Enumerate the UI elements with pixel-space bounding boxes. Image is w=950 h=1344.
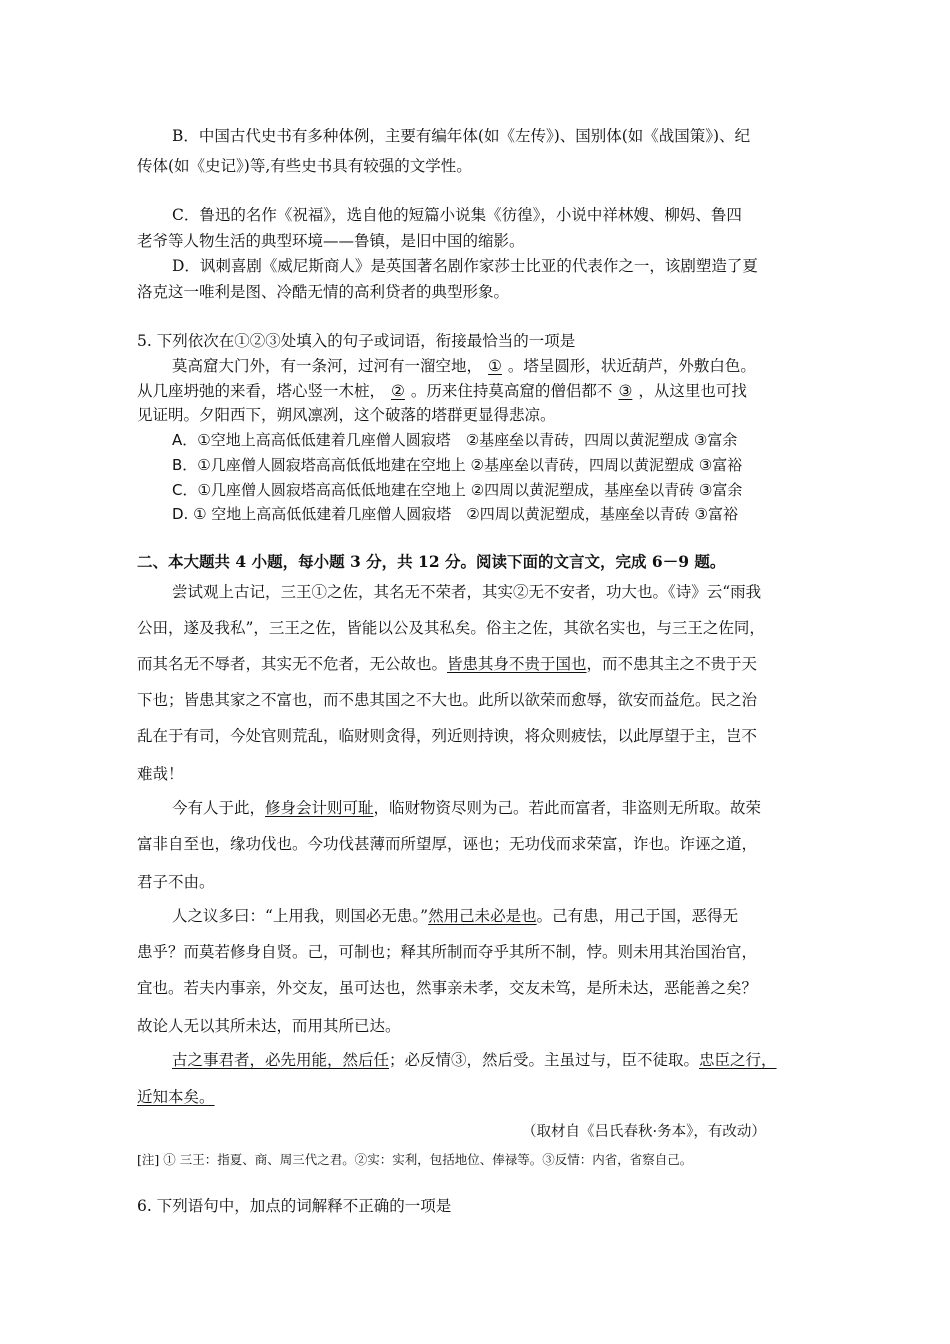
option-c-line-1: C．鲁迅的名作《祝福》，选自他的短篇小说集《彷徨》，小说中祥林嫂、柳妈、鲁四 bbox=[172, 206, 742, 224]
option-d-line-1: D．讽刺喜剧《威尼斯商人》是英国著名剧作家莎士比亚的代表作之一，该剧塑造了夏 bbox=[172, 257, 758, 275]
passage-text: 而其名无不辱者，其实无不危者，无公故也。 bbox=[137, 655, 448, 673]
q5-passage-line-3: 见证明。夕阳西下，朔风凛冽，这个破落的塔群更显得悲凉。 bbox=[137, 406, 556, 424]
q5-option-d: D. ① 空地上高高低低建着几座僧人圆寂塔 ②四周以黄泥塑成，基座垒以青砖 ③富裕 bbox=[172, 505, 738, 523]
passage-line-10 bbox=[172, 906, 738, 926]
passage-line-9: 君子不由。 bbox=[137, 873, 215, 891]
option-c-line-2: 老爷等人物生活的典型环境——鲁镇，是旧中国的缩影。 bbox=[137, 232, 525, 250]
passage-line-14 bbox=[172, 1050, 777, 1070]
passage-line-6: 难哉！ bbox=[137, 765, 184, 783]
underlined-sentence-5-cont: 近知本矣。 bbox=[137, 1088, 215, 1106]
annotation-note: [注] ① 三王：指夏、商、周三代之君。②实：实利，包括地位、俸禄等。③反情：内省，省察自己。 bbox=[137, 1152, 693, 1167]
q5-blank-1: ① bbox=[488, 357, 502, 375]
passage-text: ，临财物资尽则为己。若此而富者，非盗则无所取。故荣 bbox=[373, 799, 762, 817]
passage-line-7 bbox=[172, 798, 761, 818]
underlined-sentence-4: 古之事君者，必先用能，然后任 bbox=[172, 1051, 390, 1069]
passage-line-1: 尝试观上古记，三王①之佐，其名无不荣者，其实②无不安者，功大也。《诗》云“雨我 bbox=[172, 583, 762, 601]
underlined-sentence-3: 然用己未必是也 bbox=[428, 907, 537, 925]
source-citation: （取材自《吕氏春秋·务本》，有改动） bbox=[522, 1124, 766, 1140]
passage-line-11: 患乎？而莫若修身自贤。己，可制也；释其所制而夺乎其所不制，悖。则未用其治国治官， bbox=[137, 943, 758, 961]
passage-line-2: 公田，遂及我私”，三王之佐，皆能以公及其私矣。俗主之佐，其欲名实也，与三王之佐同， bbox=[137, 619, 765, 637]
q5-stem: 5. 下列依次在①②③处填入的句子或词语，衔接最恰当的一项是 bbox=[137, 332, 576, 350]
passage-text: ；必反情③，然后受。主虽过与，臣不徒取。 bbox=[389, 1051, 700, 1069]
passage-line-4: 下也；皆患其家之不富也，而不患其国之不大也。此所以欲荣而愈辱，欲安而益危。民之治 bbox=[137, 691, 758, 709]
q5-text: 。历来住持莫高窟的僧侣都不 bbox=[410, 382, 613, 400]
passage-line-15 bbox=[137, 1087, 215, 1107]
q5-text: ，从这里也可找 bbox=[638, 382, 747, 400]
q5-text: 。塔呈圆形，状近葫芦，外敷白色。 bbox=[507, 357, 756, 375]
q5-blank-2: ② bbox=[391, 382, 405, 400]
passage-text: ，而不患其主之不贵于天 bbox=[586, 655, 758, 673]
passage-line-8: 富非自至也，缘功伐也。今功伐甚薄而所望厚，诬也；无功伐而求荣富，诈也。诈诬之道， bbox=[137, 835, 758, 853]
q5-option-a: A．①空地上高高低低建着几座僧人圆寂塔 ②基座垒以青砖，四周以黄泥塑成 ③富余 bbox=[172, 431, 738, 449]
q5-text: 莫高窟大门外，有一条河，过河有一溜空地， bbox=[172, 357, 483, 375]
q5-blank-3: ③ bbox=[618, 382, 633, 400]
underlined-sentence-2: 修身会计则可耻 bbox=[265, 799, 374, 817]
q5-option-b: B．①几座僧人圆寂塔高高低低地建在空地上 ②基座垒以青砖，四周以黄泥塑成 ③富裕 bbox=[172, 456, 743, 474]
q5-text: 从几座坍弛的来看，塔心竖一木桩， bbox=[137, 382, 386, 400]
option-d-line-2: 洛克这一唯利是图、冷酷无情的高利贷者的典型形象。 bbox=[137, 283, 510, 301]
q5-passage-line-1 bbox=[172, 356, 756, 376]
passage-text: 。己有患，用己于国，恶得无 bbox=[536, 907, 739, 925]
passage-text: 人之议多曰：“上用我，则国必无患。” bbox=[172, 907, 429, 925]
q6-stem: 6. 下列语句中，加点的词解释不正确的一项是 bbox=[137, 1197, 452, 1215]
underlined-sentence-5: 忠臣之行， bbox=[699, 1051, 777, 1069]
underlined-sentence-1: 皆患其身不贵于国也 bbox=[447, 655, 587, 673]
passage-line-5: 乱在于有司，今处官则荒乱，临财则贪得，列近则持谀，将众则疲怯，以此厚望于主，岂不 bbox=[137, 727, 758, 745]
passage-line-3 bbox=[137, 654, 757, 674]
q5-passage-line-2 bbox=[137, 381, 747, 401]
passage-line-13: 故论人无以其所未达，而用其所已达。 bbox=[137, 1017, 401, 1035]
q5-option-c: C．①几座僧人圆寂塔高高低低地建在空地上 ②四周以黄泥塑成，基座垒以青砖 ③富余 bbox=[172, 481, 743, 499]
section-2-heading: 二、本大题共 4 小题，每小题 3 分，共 12 分。阅读下面的文言文，完成 6－9 题。 bbox=[137, 552, 726, 571]
option-b-line-1: B．中国古代史书有多种体例，主要有编年体(如《左传》)、国别体(如《战国策》)、纪 bbox=[172, 127, 751, 145]
passage-line-12: 宜也。若夫内事亲，外交友，虽可达也，然事亲未孝，交友未笃，是所未达，恶能善之矣？ bbox=[137, 979, 758, 997]
option-b-line-2: 传体(如《史记》)等,有些史书具有较强的文学性。 bbox=[137, 157, 472, 175]
passage-text: 今有人于此， bbox=[172, 799, 266, 817]
